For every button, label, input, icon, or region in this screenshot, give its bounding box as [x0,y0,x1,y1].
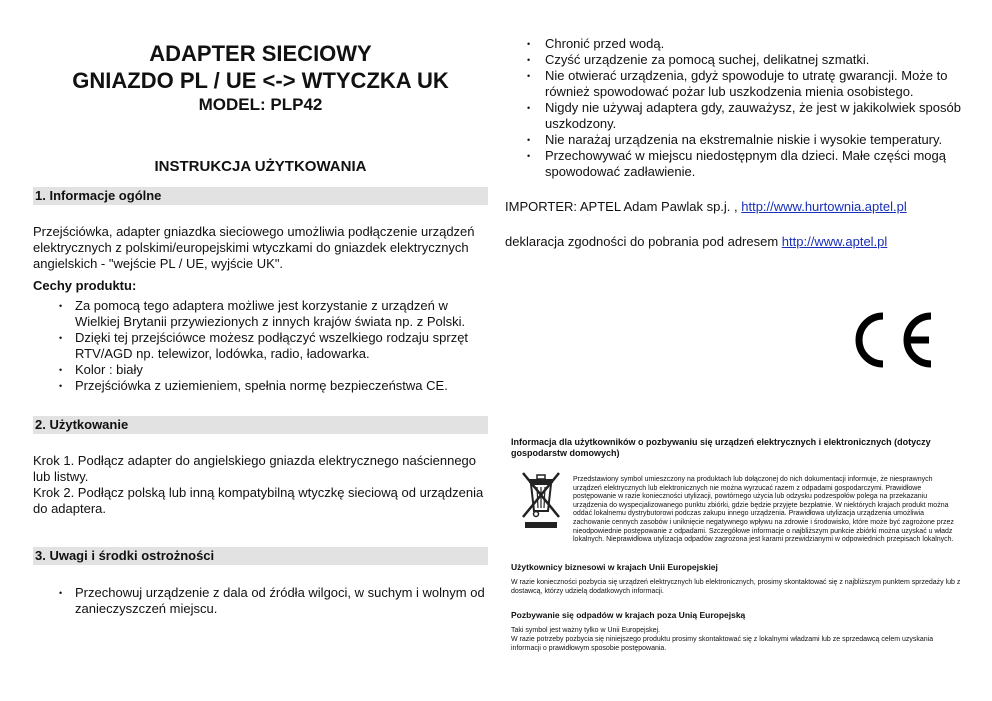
precautions-list-part1 [33,585,488,617]
model-number: MODEL: PLP42 [198,95,323,114]
crossed-bin-icon [519,469,569,552]
document-title-line2: GNIAZDO PL / UE <-> WTYCZKA UK [72,68,449,93]
section1-intro: Przejściówka, adapter gniazdka sieciowego umożliwia podłączenie urządzeń elektrycznych z polskimi/europejskimi wtyczkami do gniazdek elektrycznych angielskich - "wejście PL / UE, wyjście UK". [33,224,475,271]
business-users-text: W razie konieczności pozbycia się urządzeń elektrycznych lub elektronicznych, prosimy skontaktować się z najbliższym punktem sprzedaży lub z dostawcą, którzy udzielą dodatkowych informacji. [511,578,961,595]
precautions-list-part2 [505,36,965,180]
list-item: • Za pomocą tego adaptera możliwe jest korzystanie z urządzeń w Wielkiej Brytanii przywiezionych z innych krajów świata np. z Polski. [59,298,488,330]
weee-title: Informacja dla użytkowników o pozbywaniu się urządzeń elektrycznych i elektronicznych (dotyczy gospodarstw domowych) [511,437,931,458]
weee-section [511,437,961,653]
weee-text: Przedstawiony symbol umieszczony na produktach lub dołączonej do nich dokumentacji informuje, że niesprawnych urządzeń elektrycznych lub elektronicznych nie można wyrzucać razem z odpadami gospodarczymi. Prawidłowe postępowanie w razie konieczności utylizacji, powtórnego użycia lub odzysku podzespołów polega na przekazaniu urządzenia do wyspecjalizowanego punktu zbiórki, gdzie będzie przyjęte bezpłatnie. W niektórych krajach produkt można oddać lokalnemu dystrybutorowi podczas zakupu innego urządzenia. Prawidłowa utylizacja urządzenia umożliwia zachowanie cennych zasobów i uniknięcie negatywnego wpływu na zdrowie i środowisko, które może być zagrożone przez nieodpowiednie postępowanie z odpadami. Szczegółowe informacje o najbliższym punkcie zbiórki można uzyskać u władz lokalnych. Nieprawidłowa utylizacja odpadów zagrożona jest karami przewidzianymi w odpowiednich przepisach lokalnych. [573,476,954,544]
importer-link[interactable]: http://www.hurtownia.aptel.pl [741,199,907,214]
step1-text: Krok 1. Podłącz adapter do angielskiego gniazda elektrycznego naściennego lub listwy. [33,453,477,484]
features-label: Cechy produktu: [33,278,137,293]
declaration-link[interactable]: http://www.aptel.pl [781,234,888,249]
ce-mark-icon [843,308,943,372]
left-column [33,40,488,617]
list-item: • Przechowuj urządzenie z dala od źródła wilgoci, w suchym i wolnym od zanieczyszczeń miejscu. [59,585,488,617]
declaration-text: deklaracja zgodności do pobrania pod adresem [505,234,782,249]
importer-text: IMPORTER: APTEL Adam Pawlak sp.j. , [505,199,742,214]
right-column [505,36,965,652]
instructions-heading: INSTRUKCJA UŻYTKOWANIA [154,158,367,175]
importer-line [505,199,965,215]
features-list [33,298,488,394]
section1-heading: 1. Informacje ogólne [33,187,488,205]
list-item: • Przejściówka z uziemieniem, spełnia normę bezpieczeństwa CE. [59,378,488,394]
ce-mark-label [943,308,944,309]
list-item: • Dzięki tej przejściówce możesz podłączyć wszelkiego rodzaju sprzęt RTV/AGD np. telewizor, lodówka, radio, ładowarka. [59,330,488,362]
business-users-title: Użytkownicy biznesowi w krajach Unii Europejskiej [511,561,718,572]
list-item: • Przechowywać w miejscu niedostępnym dla dzieci. Małe części mogą spowodować zadławienie. [527,148,965,180]
declaration-line [505,234,965,250]
list-item: • Chronić przed wodą. [527,36,965,52]
outside-eu-title: Pozbywanie się odpadów w krajach poza Unią Europejską [511,609,746,620]
list-item: • Czyść urządzenie za pomocą suchej, delikatnej szmatki. [527,52,965,68]
list-item: • Nie otwierać urządzenia, gdyż spowoduje to utratę gwarancji. Może to również spowodować pożar lub uszkodzenia mienia osobistego. [527,68,965,100]
outside-eu-text2: W razie potrzeby pozbycia się niniejszego produktu prosimy skontaktować się z lokalnymi władzami lub ze sprzedawcą celem uzyskania informacji o prawidłowym sposobie postępowania. [511,635,934,652]
list-item: • Kolor : biały [59,362,488,378]
document-title-line1: ADAPTER SIECIOWY [149,41,372,66]
list-item: • Nie narażaj urządzenia na ekstremalnie niskie i wysokie temperatury. [527,132,965,148]
section2-heading: 2. Użytkowanie [33,416,488,434]
list-item: • Nigdy nie używaj adaptera gdy, zauważysz, że jest w jakikolwiek sposób uszkodzony. [527,100,965,132]
outside-eu-text1: Taki symbol jest ważny tylko w Unii Europejskej. [511,626,660,634]
section3-heading: 3. Uwagi i środki ostrożności [33,547,488,565]
step2-text: Krok 2. Podłącz polską lub inną kompatybilną wtyczkę sieciową od urządzenia do adaptera. [33,485,484,516]
